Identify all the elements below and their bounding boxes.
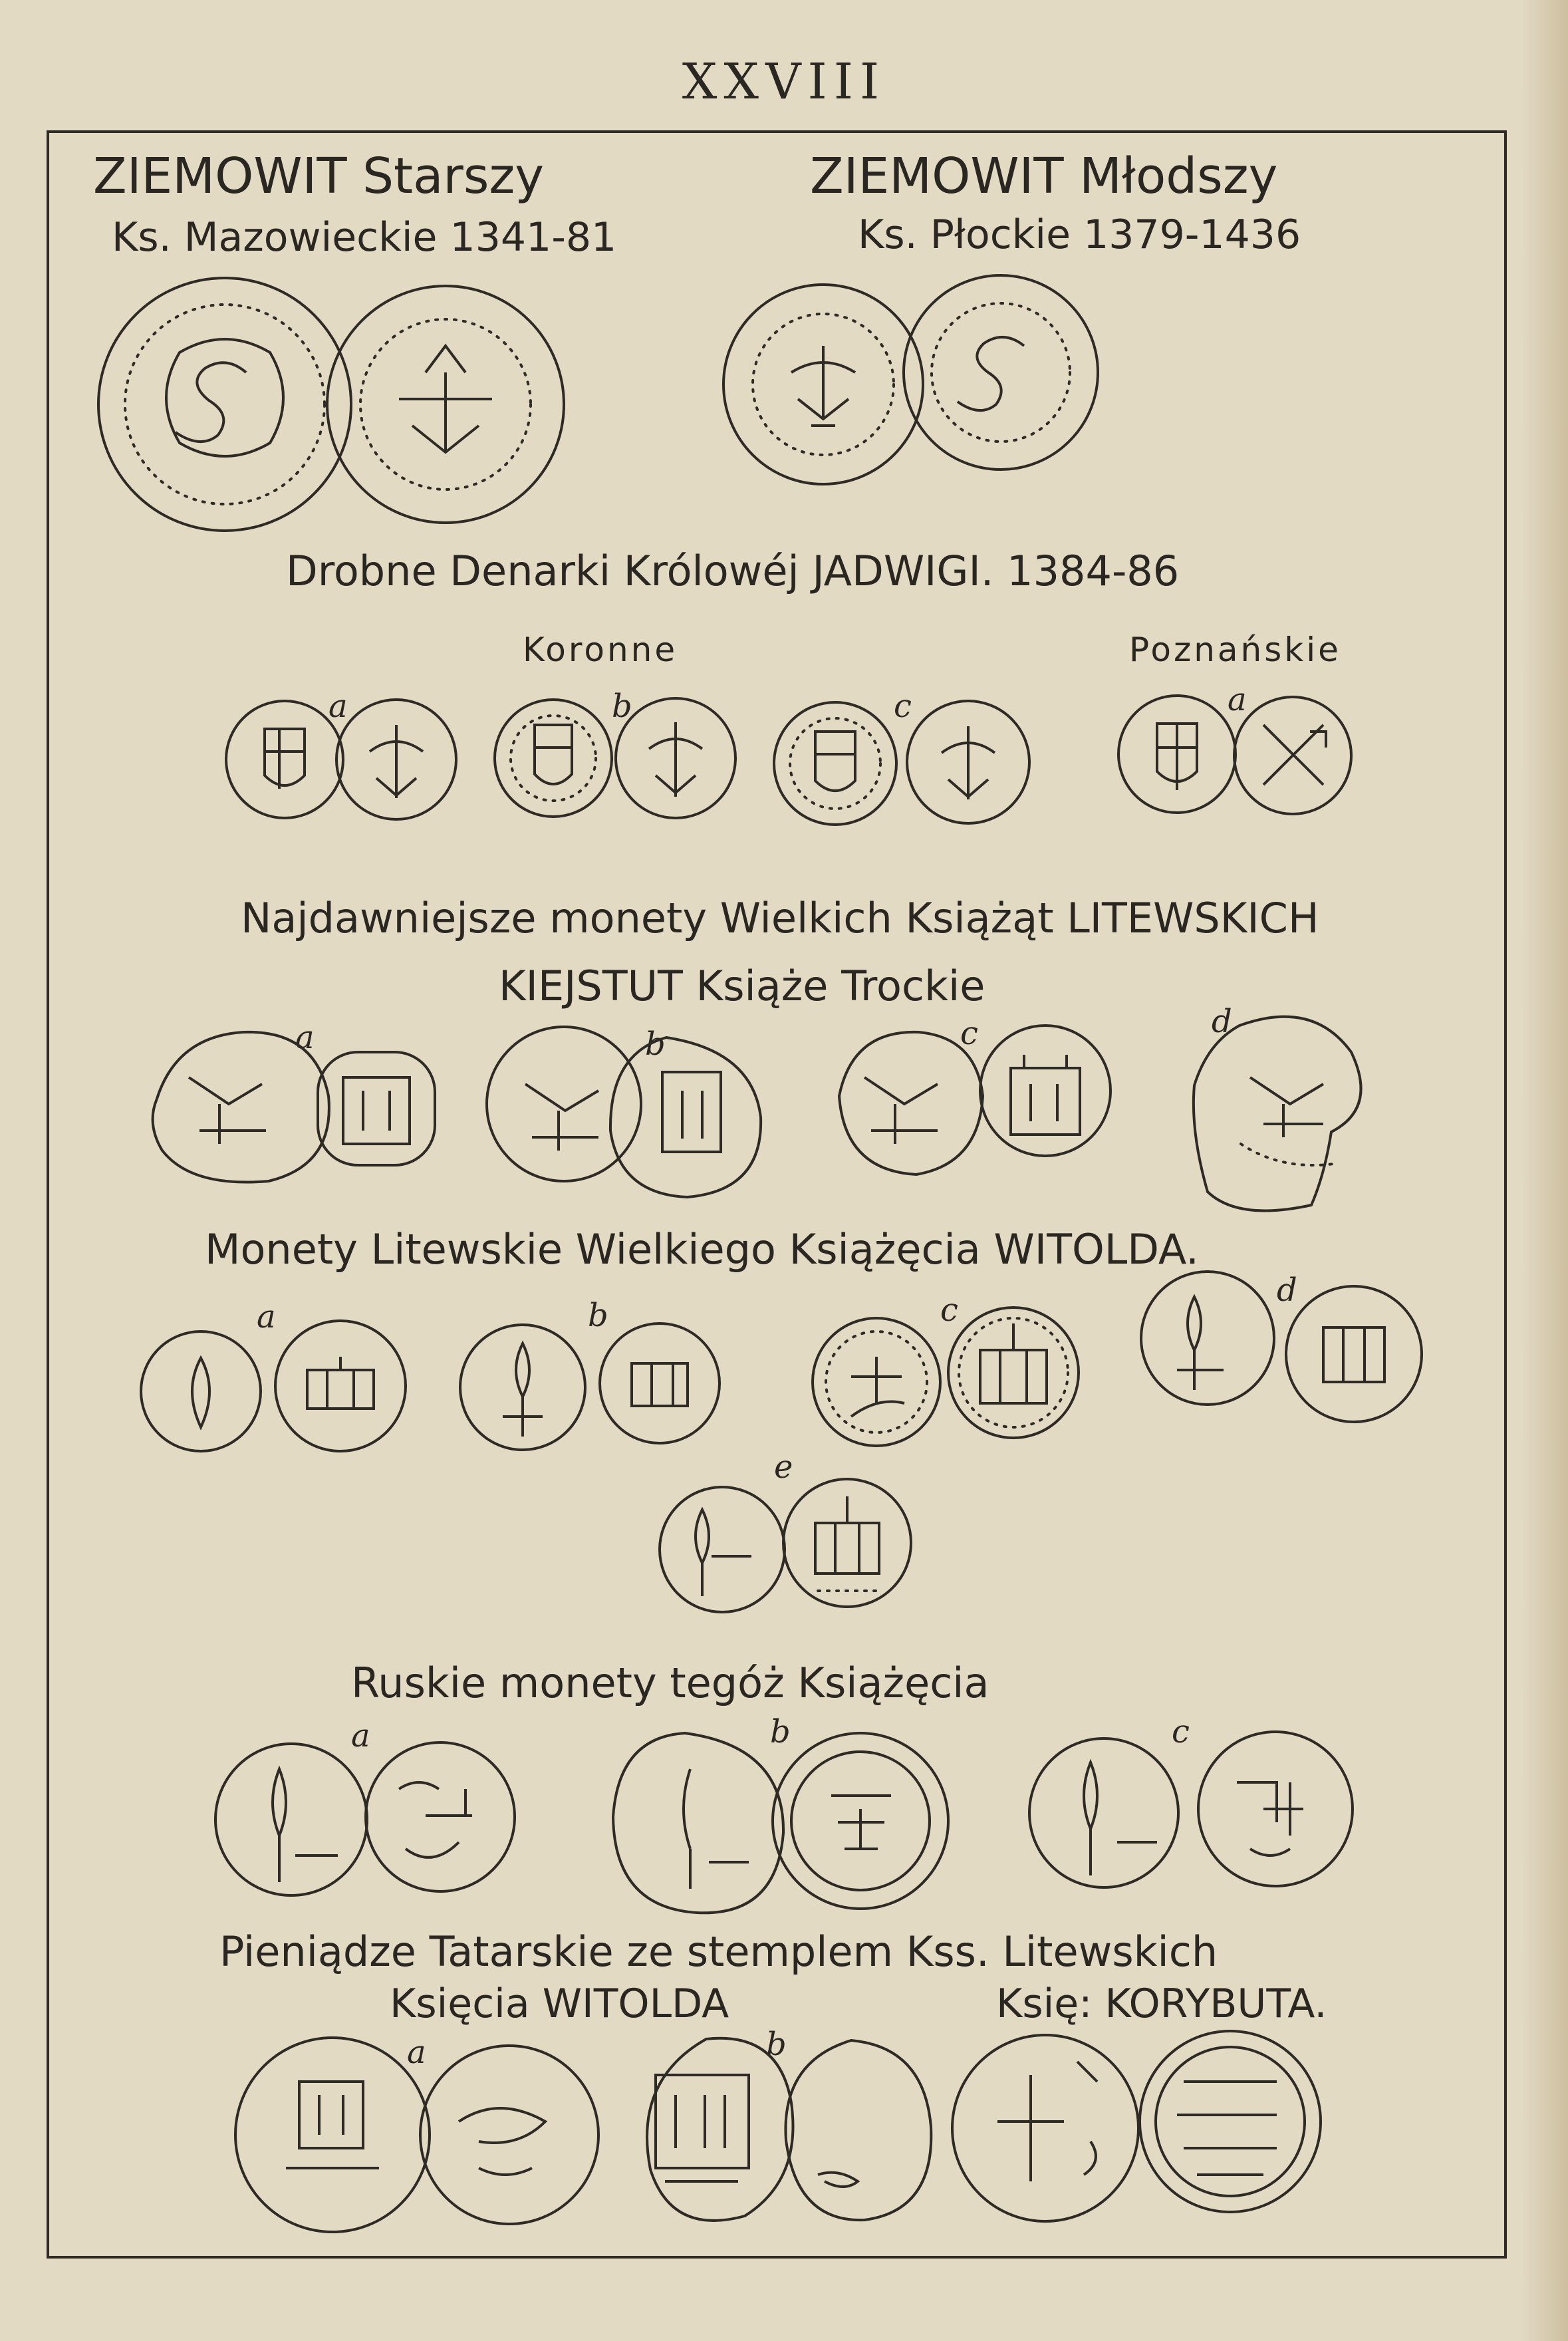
tatarskie-heading: Pieniądze Tatarskie ze stemplem Kss. Litewskich: [219, 1927, 1218, 1976]
tatarskie-witold-coin-b: [647, 2038, 931, 2221]
coin-letter-a: a: [257, 1298, 276, 1335]
coin-letter-c: c: [1172, 1713, 1190, 1750]
litewskie-heading: Najdawniejsze monety Wielkich Książąt LITEWSKICH: [241, 894, 1319, 942]
ziemowit-mlodszy-name: ZIEMOWIT Młodszy: [810, 148, 1278, 205]
coin-letter-a: a: [328, 688, 348, 725]
coin-letter-b: b: [766, 2026, 787, 2063]
jadwiga-coin-c: [774, 701, 1029, 825]
coin-letter-c: c: [894, 688, 912, 725]
ziemowit-starszy-reverse-coin: [327, 286, 564, 523]
koronne-label: Koronne: [523, 630, 678, 669]
coin-letter-b: b: [645, 1026, 666, 1063]
coin-letter-b: b: [588, 1297, 608, 1334]
coin-letter-b: b: [770, 1713, 791, 1750]
ziemowit-mlodszy-reverse-coin: [904, 275, 1098, 470]
plate-number: XXVIII: [682, 53, 886, 110]
coin-letter-c: c: [940, 1292, 958, 1329]
tatarskie-witold-label: Księcia WITOLDA: [390, 1981, 729, 2027]
ruskie-coin-b: [613, 1733, 948, 1913]
witold-heading: Monety Litewskie Wielkiego Książęcia WITOLDA.: [205, 1225, 1199, 1274]
ziemowit-starszy-title: Ks. Mazowieckie 1341-81: [112, 214, 617, 261]
coin-letter-b: b: [612, 688, 632, 725]
kiejstut-coin-b: [487, 1027, 761, 1197]
witold-coin-b: [460, 1323, 719, 1450]
kiejstut-coin-a: [153, 1032, 435, 1182]
jadwiga-heading: Drobne Denarki Królowéj JADWIGI. 1384-86: [286, 547, 1180, 595]
witold-coin-e: [660, 1479, 911, 1612]
coin-letter-e: e: [774, 1448, 793, 1486]
poznanskie-label: Poznańskie: [1129, 630, 1341, 669]
jadwiga-coin-b: [495, 698, 735, 818]
coin-letter-d: d: [1212, 1003, 1232, 1040]
ziemowit-starszy-obverse-coin: [98, 278, 351, 531]
coin-letter-c: c: [960, 1015, 978, 1052]
coin-letter-a: a: [407, 2034, 426, 2071]
tatarskie-witold-coin-a: [235, 2038, 598, 2232]
tatarskie-korybut-coin-a: [952, 2035, 1138, 2221]
jadwiga-coin-a: [226, 700, 456, 819]
tatarskie-korybut-coin-b: [1140, 2031, 1321, 2212]
witold-coin-d: [1141, 1272, 1422, 1422]
coin-letter-a: a: [351, 1717, 370, 1754]
ruskie-coin-a: [215, 1742, 515, 1895]
ruskie-heading: Ruskie monety tegóż Książęcia: [351, 1659, 989, 1707]
coin-letter-a: a: [295, 1019, 315, 1056]
ziemowit-mlodszy-obverse-coin: [723, 285, 923, 484]
kiejstut-coin-c: [839, 1026, 1111, 1174]
jadwiga-poznan-coin-a: [1118, 696, 1351, 814]
witold-coin-c: [813, 1308, 1079, 1446]
kiejstut-heading: KIEJSTUT Książe Trockie: [499, 962, 985, 1010]
tatarskie-korybut-label: Księ: KORYBUTA.: [996, 1981, 1327, 2027]
ziemowit-starszy-name: ZIEMOWIT Starszy: [93, 148, 545, 205]
kiejstut-coin-d: [1194, 1017, 1361, 1211]
coin-letter-d: d: [1277, 1272, 1297, 1309]
witold-coin-a: [141, 1321, 406, 1451]
ruskie-coin-c: [1029, 1732, 1353, 1887]
coin-letter-a: a: [1228, 681, 1247, 718]
ziemowit-mlodszy-title: Ks. Płockie 1379-1436: [858, 211, 1301, 258]
